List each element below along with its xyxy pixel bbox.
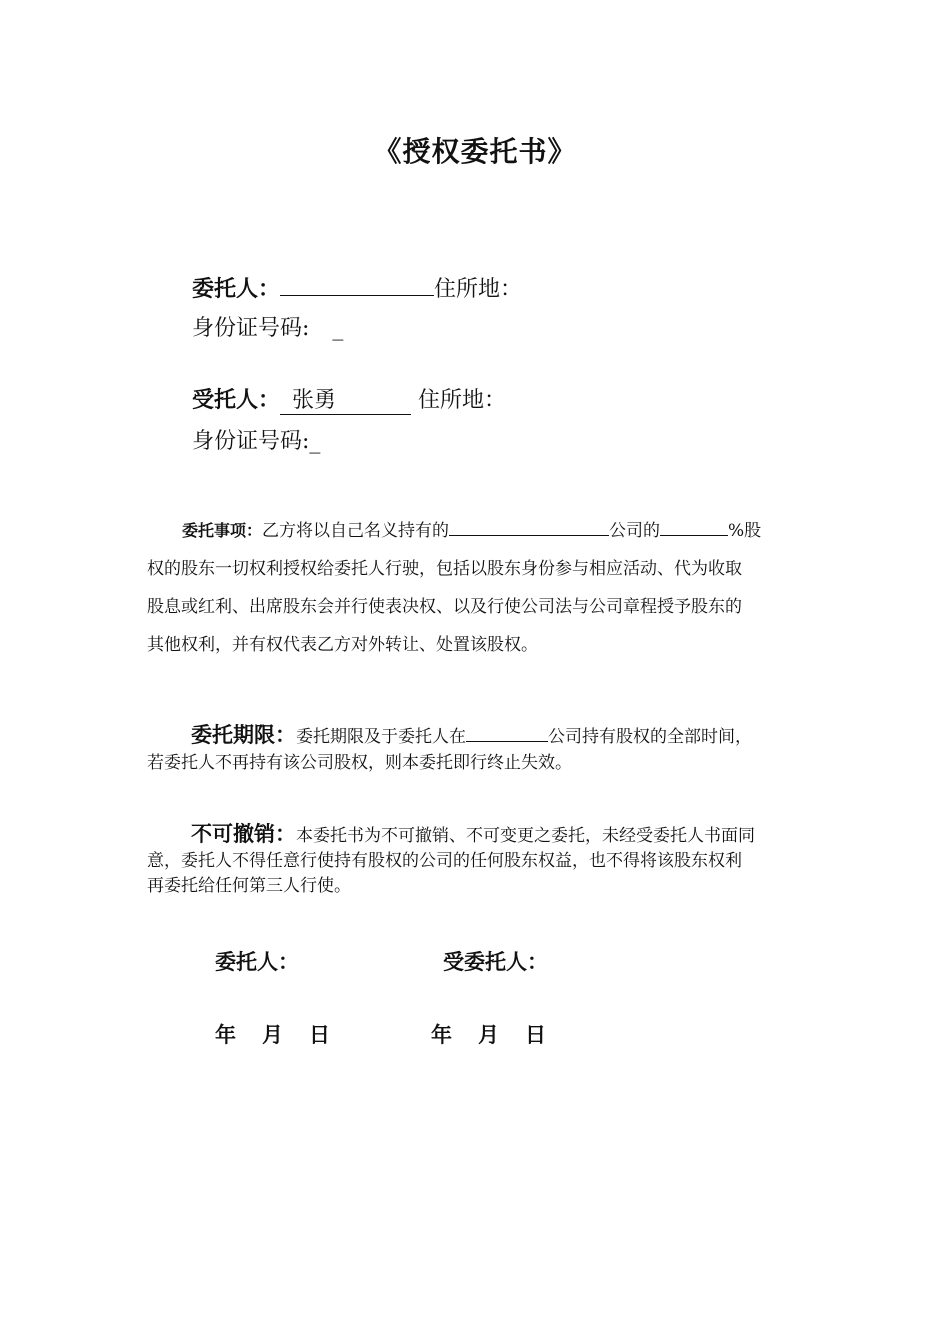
matters-line-2: 权的股东一切权利授权给委托人行驶，包括以股东身份参与相应活动、代为收取 [147,559,742,579]
matters-section [147,512,807,664]
term-label: 委托期限： [191,723,296,747]
irrevocable-line-2: 意，委托人不得任意行使持有股权的公司的任何股东权益，也不得将该股东权利 [147,851,742,871]
agent-year: 年 [431,1023,452,1047]
agent-month: 月 [478,1023,499,1047]
agent-date [431,1019,546,1049]
matters-label: 委托事项： [182,521,263,540]
irrevocable-text-1: 本委托书为不可撤销、不可变更之委托，未经受委托人书面同 [296,826,755,846]
signature-principal-label: 委托人： [215,950,299,974]
term-line-1 [147,722,807,750]
agent-name-field [280,383,411,415]
term-company-blank [466,723,548,742]
irrevocable-line-1 [147,822,807,849]
term-line-2: 若委托人不再持有该公司股权，则本委托即行终止失效。 [147,753,572,773]
agent-id-value: _ [309,429,321,454]
percentage-blank [660,517,728,536]
principal-month: 月 [262,1023,283,1047]
principal-year: 年 [215,1023,236,1047]
principal-id-value: _ [332,316,344,341]
irrevocable-label: 不可撤销： [191,822,296,846]
principal-name-blank [280,273,434,296]
matters-line-3: 股息或红利、出席股东会并行使表决权、以及行使公司法与公司章程授予股东的 [147,597,742,617]
principal-residence-label: 住所地： [434,277,523,302]
agent-id-line [192,424,320,455]
signature-agent-label: 受委托人： [443,950,548,974]
term-section [147,722,807,776]
term-text-b: 公司持有股权的全部时间， [548,727,752,747]
irrevocable-section [147,822,807,899]
agent-residence-label: 住所地： [418,388,507,413]
matters-line-4: 其他权利，并有权代表乙方对外转让、处置该股权。 [147,635,538,655]
principal-date [215,1019,330,1049]
principal-id-line [192,311,343,342]
matters-text-a: 乙方将以自己名义持有的 [262,521,450,541]
matters-text-c: %股 [728,521,762,541]
agent-day: 日 [525,1023,546,1047]
principal-line [192,272,522,303]
matters-text-b: 公司的 [609,521,661,541]
agent-label: 受托人： [192,388,281,413]
term-text-a: 委托期限及于委托人在 [296,727,466,747]
document-title: 《授权委托书》 [373,135,577,168]
agent-id-label: 身份证号码: [192,429,310,454]
matters-line-1 [147,512,807,550]
principal-label: 委托人： [192,277,281,302]
company-name-blank [449,517,609,536]
agent-line [192,383,506,415]
agent-name: 张勇 [292,388,337,413]
principal-day: 日 [309,1023,330,1047]
irrevocable-line-3: 再委托给任何第三人行使。 [147,876,351,896]
principal-id-label: 身份证号码: [192,316,310,341]
